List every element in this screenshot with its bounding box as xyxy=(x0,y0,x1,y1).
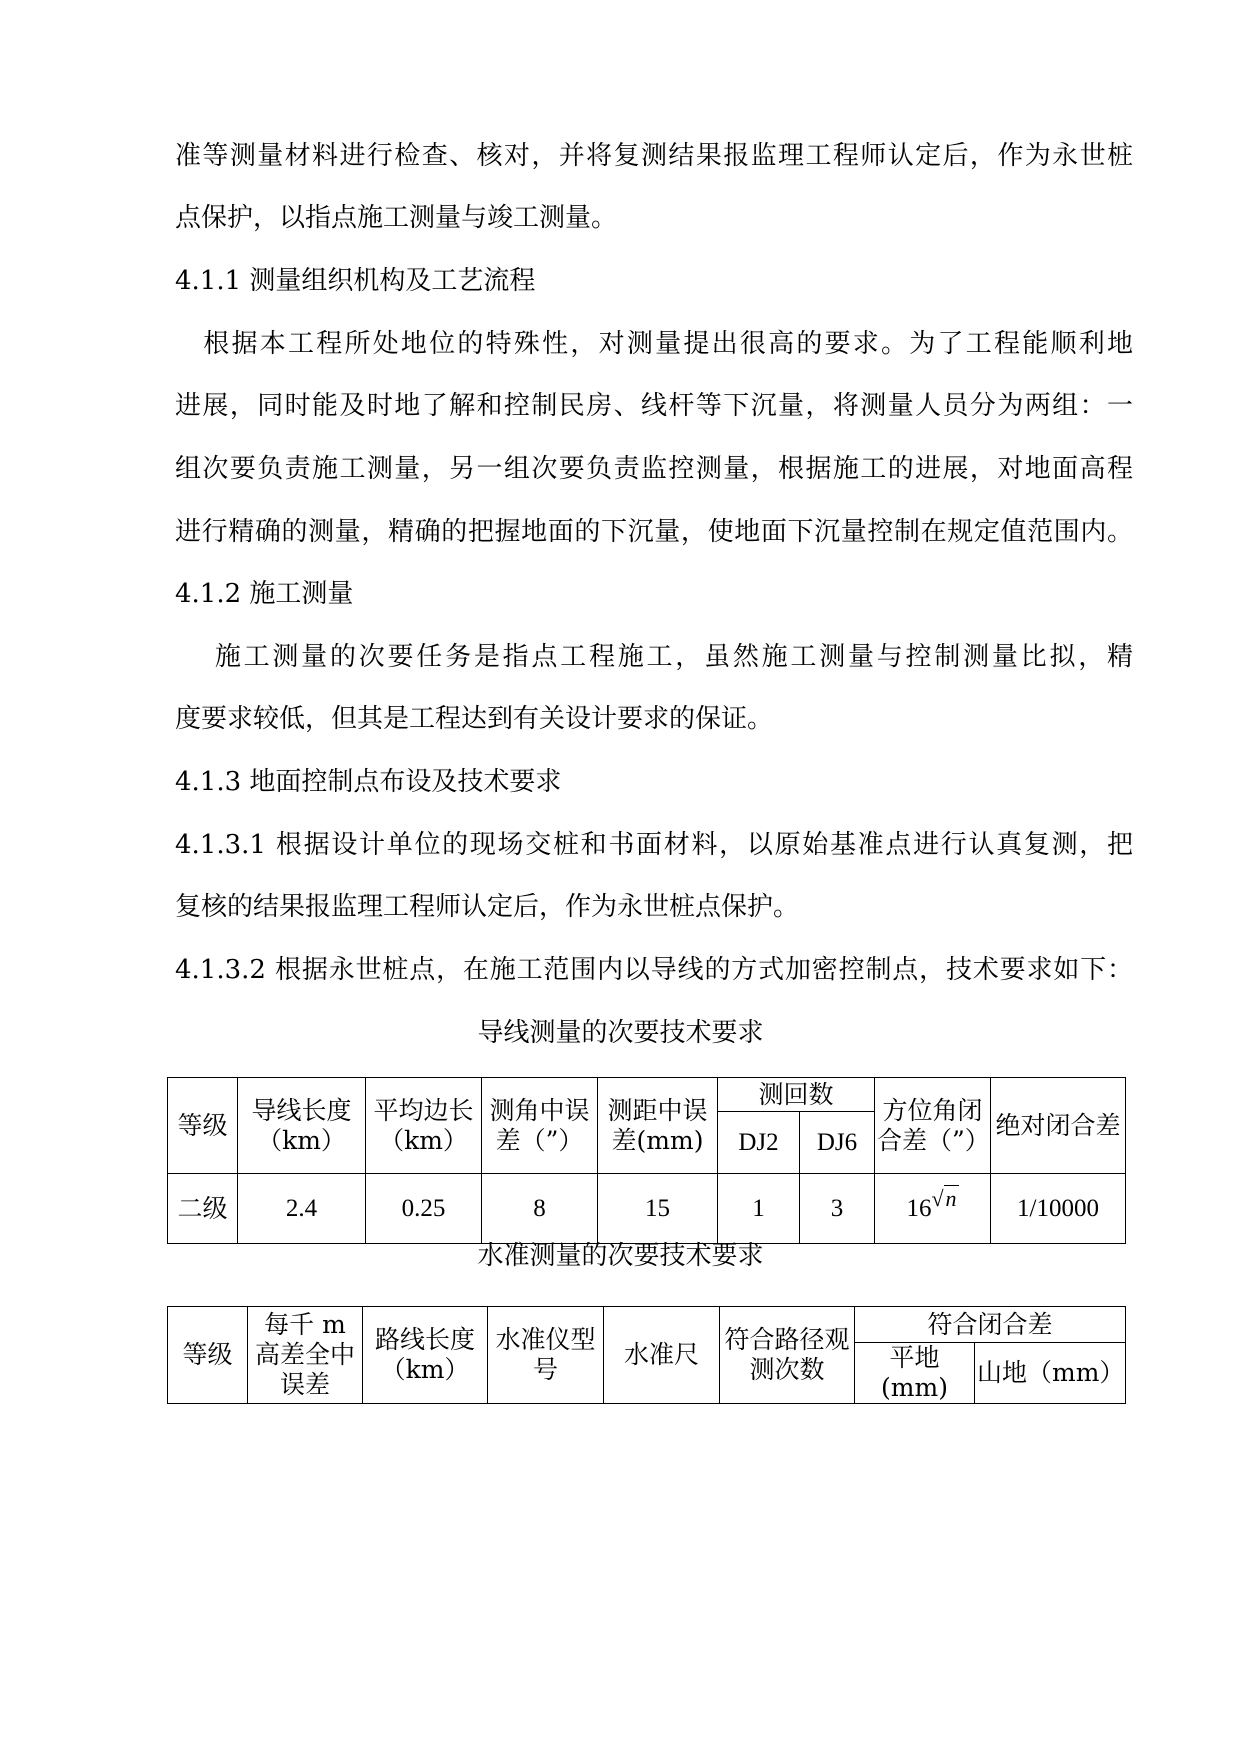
cell-dj2: 1 xyxy=(718,1174,800,1244)
cell-distance-error: 15 xyxy=(598,1174,718,1244)
cell-angle-error: 8 xyxy=(482,1174,598,1244)
header-per-km-error: 每千 m 高差全中误差 xyxy=(248,1307,363,1404)
paragraph-line: 进展，同时能及时地了解和控制民房、线杆等下沉量，将测量人员分为两组：一 xyxy=(175,391,1133,421)
cell-length: 2.4 xyxy=(238,1174,366,1244)
header-azimuth-closure: 方位角闭合差（”） xyxy=(875,1078,991,1174)
header-grade: 等级 xyxy=(168,1078,238,1174)
header-distance-error: 测距中误差(mm) xyxy=(598,1078,718,1174)
azimuth-var: n xyxy=(945,1186,957,1211)
header-dj2: DJ2 xyxy=(718,1112,800,1174)
cell-dj6: 3 xyxy=(800,1174,875,1244)
header-avg-side: 平均边长（km） xyxy=(366,1078,482,1174)
paragraph-line: 复核的结果报监理工程师认定后，作为永世桩点保护。 xyxy=(175,892,800,922)
header-flat: 平地(mm) xyxy=(855,1343,975,1404)
azimuth-formula xyxy=(906,1186,958,1222)
table1-caption: 导线测量的次要技术要求 xyxy=(477,1018,764,1048)
paragraph-line: 组次要负责施工测量，另一组次要负责监控测量，根据施工的进展，对地面高程 xyxy=(175,454,1133,484)
header-angle-error: 测角中误差（”） xyxy=(482,1078,598,1174)
header-dj6: DJ6 xyxy=(800,1112,875,1174)
paragraph-line: 施工测量的次要任务是指点工程施工，虽然施工测量与控制测量比拟，精 xyxy=(175,642,1133,672)
section-heading: 4.1.3 地面控制点布设及技术要求 xyxy=(175,767,562,797)
azimuth-coef: 16 xyxy=(906,1195,932,1222)
paragraph-line: 度要求较低，但其是工程达到有关设计要求的保证。 xyxy=(175,704,774,734)
traverse-survey-table xyxy=(167,1077,1126,1244)
table2-caption: 水准测量的次要技术要求 xyxy=(477,1241,764,1271)
header-observation-times: 符合路径观测次数 xyxy=(720,1307,855,1404)
paragraph-line: 4.1.3.1 根据设计单位的现场交桩和书面材料，以原始基准点进行认真复测，把 xyxy=(175,830,1133,860)
header-route-length: 路线长度（km） xyxy=(363,1307,488,1404)
sqrt-icon: √ xyxy=(931,1186,944,1211)
cell-absolute-closure: 1/10000 xyxy=(991,1174,1126,1244)
section-heading: 4.1.2 施工测量 xyxy=(175,579,354,609)
header-rounds: 测回数 xyxy=(718,1078,875,1112)
cell-azimuth xyxy=(875,1174,991,1244)
header-absolute-closure: 绝对闭合差 xyxy=(991,1078,1126,1174)
cell-grade: 二级 xyxy=(168,1174,238,1244)
header-traverse-length: 导线长度（km） xyxy=(238,1078,366,1174)
header-grade: 等级 xyxy=(168,1307,248,1404)
paragraph-line: 点保护，以指点施工测量与竣工测量。 xyxy=(175,203,618,233)
paragraph-line: 根据本工程所处地位的特殊性，对测量提出很高的要求。为了工程能顺利地 xyxy=(175,329,1133,359)
header-instrument: 水准仪型号 xyxy=(488,1307,604,1404)
section-heading: 4.1.1 测量组织机构及工艺流程 xyxy=(175,266,536,296)
paragraph-line: 进行精确的测量，精确的把握地面的下沉量，使地面下沉量控制在规定值范围内。 xyxy=(175,517,1133,547)
paragraph-line: 4.1.3.2 根据永世桩点，在施工范围内以导线的方式加密控制点，技术要求如下： xyxy=(175,955,1133,985)
cell-avg-side: 0.25 xyxy=(366,1174,482,1244)
leveling-survey-table xyxy=(167,1306,1126,1404)
paragraph-line: 准等测量材料进行检查、核对，并将复测结果报监理工程师认定后，作为永世桩 xyxy=(175,141,1133,171)
header-closure: 符合闭合差 xyxy=(855,1307,1126,1343)
header-mountain: 山地（mm） xyxy=(975,1343,1126,1404)
header-rod: 水准尺 xyxy=(604,1307,720,1404)
